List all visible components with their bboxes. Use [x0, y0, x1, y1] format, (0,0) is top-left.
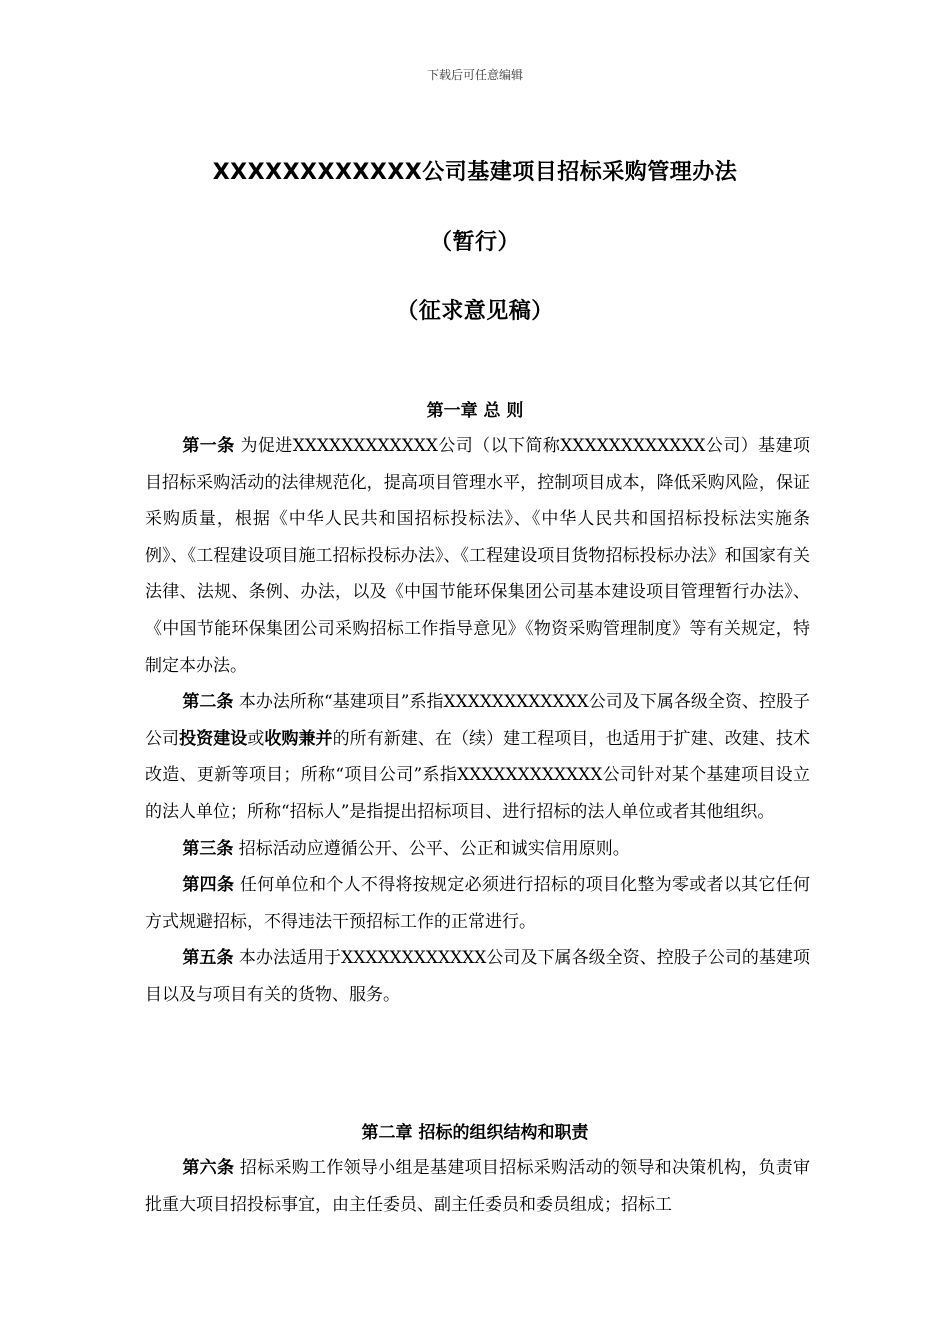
- article-label: 第六条: [182, 1158, 235, 1178]
- article-text: 的所有新建、在（续）建工程项目，也适用于扩建、改建、技术改造、更新等项目；所称“项目公司”系指XXXXXXXXXXXX公司针对某个基建项目设立的法人单位；所称“招标人”是指提出招标项目、进行招标的法人单位或者其他组织。: [145, 728, 811, 822]
- article-label: 第二条: [182, 692, 234, 713]
- article-paragraph: [145, 684, 810, 830]
- article-text: 或: [247, 728, 265, 749]
- article-label: 第四条: [182, 875, 235, 896]
- article-paragraph: [145, 940, 810, 1013]
- document-subtitle-provisional: （暂行）: [429, 230, 520, 255]
- article-text: 本办法适用于XXXXXXXXXXXX公司及下属各级全资、控股子公司的基建项目以及与项目有关的货物、服务。: [145, 948, 811, 1005]
- article-text: 为促进XXXXXXXXXXXX公司（以下简称XXXXXXXXXXXX公司）基建项目招标采购活动的法律规范化，提高项目管理水平，控制项目成本，降低采购风险，保证采购质量，根据《中华人民共和国招标投标法》、《中华人民共和国招标投标法实施条例》、《工程建设项目施工招标投标办法》、《工程建设项目货物招标投标办法》和国家有关法律、法规、条例、办法，以及《中国节能环保集团公司基本建设项目管理暂行办法》、《中国节能环保集团公司采购招标工作指导意见》《物资采购管理制度》等有关规定，特制定本办法。: [145, 436, 810, 676]
- chapter-heading: 第二章 招标的组织结构和职责: [361, 1123, 589, 1143]
- emphasis-text: 投资建设: [179, 728, 248, 749]
- article-paragraph: [145, 1150, 810, 1223]
- emphasis-text: 收购兼并: [264, 728, 333, 749]
- article-text: 招标活动应遵循公开、公平、公正和诚实信用原则。: [233, 838, 630, 859]
- article-label: 第五条: [182, 948, 234, 969]
- chapter-body: [145, 1150, 810, 1223]
- header-note: 下载后可任意编辑: [426, 68, 523, 82]
- article-paragraph: [145, 867, 810, 940]
- article-label: 第一条: [182, 436, 235, 456]
- chapter-body: [145, 428, 810, 1014]
- article-label: 第三条: [182, 838, 234, 859]
- document-subtitle-draft: （征求意见稿）: [396, 299, 554, 324]
- article-paragraph: [145, 831, 810, 868]
- article-paragraph: [145, 428, 810, 684]
- chapter-heading: 第一章 总 则: [426, 401, 524, 421]
- article-text: 招标采购工作领导小组是基建项目招标采购活动的领导和决策机构，负责审批重大项目招投标事宜，由主任委员、副主任委员和委员组成；招标工: [145, 1158, 811, 1215]
- article-text: 任何单位和个人不得将按规定必须进行招标的项目化整为零或者以其它任何方式规避招标，不得违法干预招标工作的正常进行。: [145, 875, 811, 932]
- document-title: XXXXXXXXXXXX公司基建项目招标采购管理办法: [212, 160, 738, 185]
- article-text: 本办法所称“基建项目”系指XXXXXXXXXXXX公司及下属各级全资、控股子公司: [145, 692, 811, 749]
